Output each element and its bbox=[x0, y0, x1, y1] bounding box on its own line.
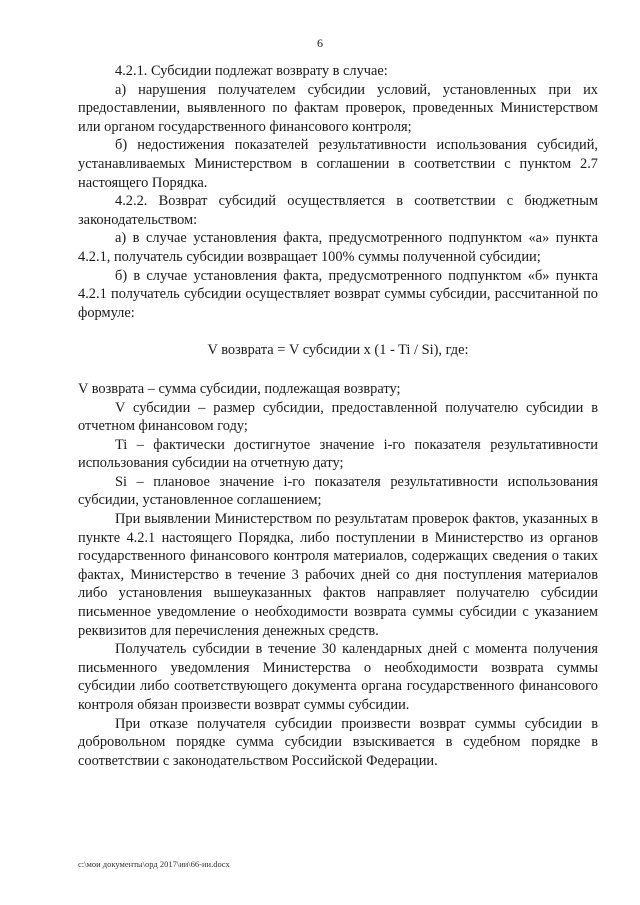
page-number: 6 bbox=[317, 36, 323, 50]
paragraph-4-2-2: 4.2.2. Возврат субсидий осуществляется в соответствии с бюджетным законодательством: bbox=[78, 193, 598, 228]
paragraph-refusal: При отказе получателя субсидии произвести возврат суммы субсидии в добровольном порядке сумма субсидии взыскивается в судебном порядке в соответствии с законодательством Российской Федерации. bbox=[78, 715, 598, 769]
footer-file-path: c:\мои документы\орд 2017\ии\66-ии.docx bbox=[78, 859, 230, 869]
definition-si: Si – плановое значение i-го показателя результативности использования субсидии, установленное соглашением; bbox=[78, 473, 598, 509]
definition-v-return: V возврата – сумма субсидии, подлежащая возврату; bbox=[78, 380, 401, 397]
paragraph-recipient-deadline: Получатель субсидии в течение 30 календарных дней с момента получения письменного уведомления Министерства о необходимости возврата суммы субсидии либо соответствующего документа органа государственного финансового контроля обязан произвести возврат суммы субсидии. bbox=[78, 641, 598, 713]
paragraph-detection: При выявлении Министерством по результатам проверок фактов, указанных в пункте 4.2.1 настоящего Порядка, либо поступлении в Министерство из органов государственного финансового контроля материалов, содержащих сведения о таких фактах, Министерство в течение 3 рабочих дней со дня поступления материалов либо установления вышеуказанных фактов направляет получателю субсидии письменное уведомление о необходимости возврата суммы субсидии с указанием реквизитов для перечисления денежных средств. bbox=[78, 511, 598, 639]
document-body bbox=[78, 62, 598, 770]
definition-v-subsidy: V субсидии – размер субсидии, предоставленной получателю субсидии в отчетном финансовом году; bbox=[78, 399, 598, 435]
definition-ti: Ti – фактически достигнутое значение i-го показателя результативности использования субсидии на отчетную дату; bbox=[78, 436, 598, 472]
paragraph-4-2-1-b: б) недостижения показателей результативности использования субсидий, устанавливаемых Министерством в соглашении в соответствии с пунктом 2.7 настоящего Порядка. bbox=[78, 137, 598, 191]
formula: V возврата = V субсидии x (1 - Ti / Si), где: bbox=[207, 342, 469, 359]
paragraph-4-2-2-b: б) в случае установления факта, предусмотренного подпунктом «б» пункта 4.2.1 получатель субсидии осуществляет возврат суммы субсидии, рассчитанной по формуле: bbox=[78, 267, 598, 321]
paragraph-4-2-2-a: а) в случае установления факта, предусмотренного подпунктом «а» пункта 4.2.1, получатель субсидии возвращает 100% суммы полученной субсидии; bbox=[78, 230, 598, 265]
paragraph-4-2-1: 4.2.1. Субсидии подлежат возврату в случае: bbox=[115, 63, 388, 79]
paragraph-4-2-1-a: а) нарушения получателем субсидии условий, установленных при их предоставлении, выявленного по фактам проверок, проведенных Министерством или органом государственного финансового контроля; bbox=[78, 81, 598, 135]
